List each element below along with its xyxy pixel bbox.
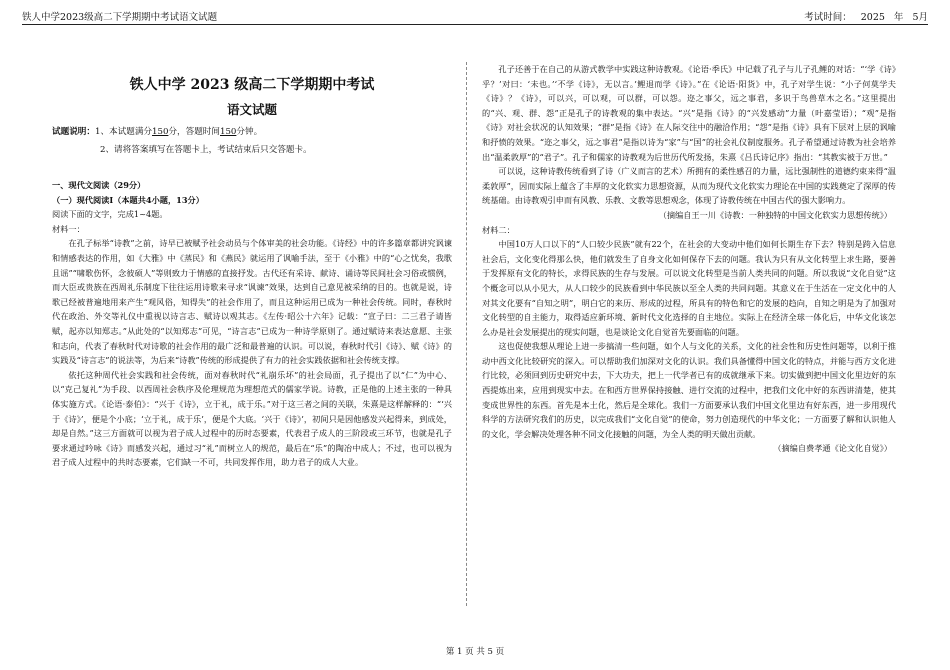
- instruction-1-text-b: 分，答题时间: [168, 127, 220, 137]
- subsection-heading: （一）现代阅读Ⅰ（本题共4小题，13分）: [52, 194, 204, 205]
- material-2-paragraph-1: 中国10万人口以下的“人口较少民族”就有22个，在社会的大变动中他们如何长期生存下去？特别是跨入信息社会后，文化变化得那么快，他们就发生了自身文化如何保存下去的问题。我认为只有从文化转型上求生路，要善于发挥原有文化的特长，求得民族的生存与发展。可以说文化转型是当前人类共同的问题。所以我说“文化自觉”这个概念可以从小见大，从人口较少的民族看到中华民族以至全人类的共同问题。其意义在于生活在一定文化中的人对其文化要有“自知之明”，明白它的来历、形成的过程，所具有的特色和它的发展的趋向，自知之明是为了加强对文化转型的自主能力，取得适应新环境、新时代文化选择的自主地位。实际上在经济全球一体化后，中华文化该怎么办是社会发展提出的现实问题，也是谈论文化自觉首先要面临的问题。: [482, 239, 896, 337]
- left-column: [52, 62, 452, 470]
- section-heading: 一、现代文阅读（29分）: [52, 180, 146, 190]
- material-1-source: （摘编自王一川《诗教：一种独特的中国文化软实力思想传统》）: [658, 209, 892, 220]
- exam-subtitle: 语文试题: [226, 102, 277, 117]
- material-2-label: 材料二：: [482, 224, 515, 235]
- page-header: [22, 6, 928, 25]
- material-1-paragraph-2: 依托这种周代社会实践和社会传统，面对春秋时代“礼崩乐坏”的社会局面，孔子提出了以“仁”为中心、以“克己复礼”为手段、以西周社会秩序及伦理规范为理想范式的儒家学说。诗教，正是他的上述主张的一种具体实施方式。《论语·泰伯》：“兴于《诗》，立于礼，成于乐。”对于这三者之间的关联，朱熹是这样解释的：“‘兴于《诗》’，便是个小底；‘立于礼，成于乐’，便是个大底。‘兴于《诗》’，初间只是因他感发兴起得来，到成处，却是自然。”这三方面就可以视为君子成人过程中的历时态要素，代表君子成人的三阶段或三环节，也就是孔子要求通过吟咏《诗》而感发兴起，通过习“礼”而树立人的规范，最后在“乐”的陶冶中成人；不过，也可以视为君子成人过程中的共时态要素，它们缺一不可，共同发挥作用，助力君子的成人大业。: [52, 369, 452, 468]
- total-score: 150: [152, 127, 169, 137]
- instruction-1-text-a: 1、本试题满分: [94, 127, 153, 137]
- answer-time: 150: [220, 127, 237, 137]
- instruction-1-text-c: 分钟。: [236, 127, 263, 137]
- reading-prompt: 阅读下面的文字，完成1~4题。: [52, 209, 168, 220]
- header-exam-time: 考试时间： 2025 年 5月: [804, 12, 928, 23]
- instruction-2: 2、请将答案填写在答题卡上，考试结束后只交答题卡。: [100, 145, 312, 155]
- page-number: 第 1 页 共 5 页: [445, 647, 505, 657]
- column-divider: [466, 62, 467, 606]
- material-1-paragraph-3: 孔子还善于在自己的从游式教学中实践这种诗教观。《论语·季氏》中记载了孔子与儿子孔鲤的对话：“‘学《诗》乎？’对曰：‘未也。’‘不学《诗》，无以言。’鲤退而学《诗》。”在《论语·阳货》中，孔子对学生说：“小子何莫学夫《诗》？《诗》，可以兴，可以观，可以群，可以怨。迩之事父，远之事君，多识于鸟兽草木之名。”这里提出的“兴、观、群、怨”正是孔子的诗教观的集中表达。“兴”是指《诗》的“兴发感动”力量（叶嘉莹语）；“观”是指《诗》对社会状况的认知效果；“群”是指《诗》在人际交往中的融洽作用；“怨”是指《诗》具有下层对上层的讽喻和抒愤的效果。“迩之事父，远之事君”是指以诗为“家”与“国”的社会礼仪制度服务。孔子希望通过诗教为社会培养出“温柔敦厚”的“君子”。孔子和儒家的诗教观为后世历代所发扬，朱熹《吕氏诗记序》指出：“其教实被于万世。”: [482, 64, 896, 162]
- material-1-label: 材料一：: [52, 223, 85, 234]
- instruction-label: 试题说明：: [52, 127, 95, 137]
- right-column: [482, 62, 896, 456]
- material-2-paragraph-2: 这也促使我想从理论上进一步搞清一些问题，如个人与文化的关系，文化的社会性和历史性问题等，以利于推动中西文化比较研究的深入。可以帮助我们加深对文化的认识。我们具备懂得中国文化的特点，并能与西方文化进行比较，必须回到历史研究中去，下大功夫，把上一代学者已有的成就继承下来。切实做到把中国文化里边好的东西提炼出来，应用到现实中去。在和西方世界保持接触、进行交流的过程中，把我们文化中好的东西讲清楚，使其变成世界性的东西。首先是本土化，然后是全球化。我们一方面要承认我们中国文化里边有好东西，进一步用现代科学的方法研究我们的历史，以完成我们“文化自觉”的使命，努力创造现代的中华文化；一方面要了解和认识他人的文化，学会解决处理各种不同文化接触的问题，为全人类的明天做出贡献。: [482, 341, 896, 439]
- exam-title: 铁人中学 2023 级高二下学期期中考试: [129, 77, 375, 93]
- instruction-1: [52, 124, 452, 140]
- material-1-paragraph-4: 可以说，这种诗教传统看到了诗（广义而言的艺术）所拥有的柔性感召的力量，远比强制性的道德约束来得“温柔敦厚”，因而实际上蕴含了丰厚的文化软实力思想资源，从而为现代文化软实力理论在中国的实践奠定了深厚的传统基础。由诗教观引申而有风教、乐教、文教等思想观念，体现了诗教传统在中国古代的强大影响力。: [482, 166, 896, 206]
- header-exam-name: 铁人中学2023级高二下学期期中考试语文试题: [22, 12, 218, 23]
- material-2-source: （摘编自费孝通《论文化自觉》）: [773, 443, 892, 454]
- material-1-paragraph-1: 在孔子标举“诗教”之前，诗早已被赋予社会动员与个体审美的社会功能。《诗经》中的许多篇章都讲究讽谏和情感表达的作用，如《大雅》中《蒸民》和《燕民》就运用了讽喻手法，至于《小雅》中的“心之忧矣，我歌且谣”“啸歌伤怀，念彼硕人”等则致力于情感的直接抒发。古代还有采诗、献诗、诵诗等民间社会习俗或惯例，而大臣或贵族在西周礼乐制度下往往运用诗歌来寻求“讽谏”效果，达到自己意见被采纳的目的。也就是说，诗歌已经被普遍地用来产生“观风俗，知得失”的社会作用了，而且这种运用已成为一种社会传统。同时，春秋时代在政治、外交等礼仪中重视以诗言志、赋诗以观其志。《左传·昭公十六年》记载：“宣子曰：二三君子请皆赋，起亦以知郑志。”从此处的“以知郑志”可见，“诗言志”已成为一种诗学原则了。通过赋诗来表达意愿、主张和志向，代表了春秋时代对诗歌的社会作用的最广泛和最普遍的认识。可以说，春秋时代引《诗》、赋《诗》的实践及“诗言志”的说法等，为后来“诗教”传统的形成提供了有力的社会实践依据和社会传统支撑。: [52, 238, 452, 366]
